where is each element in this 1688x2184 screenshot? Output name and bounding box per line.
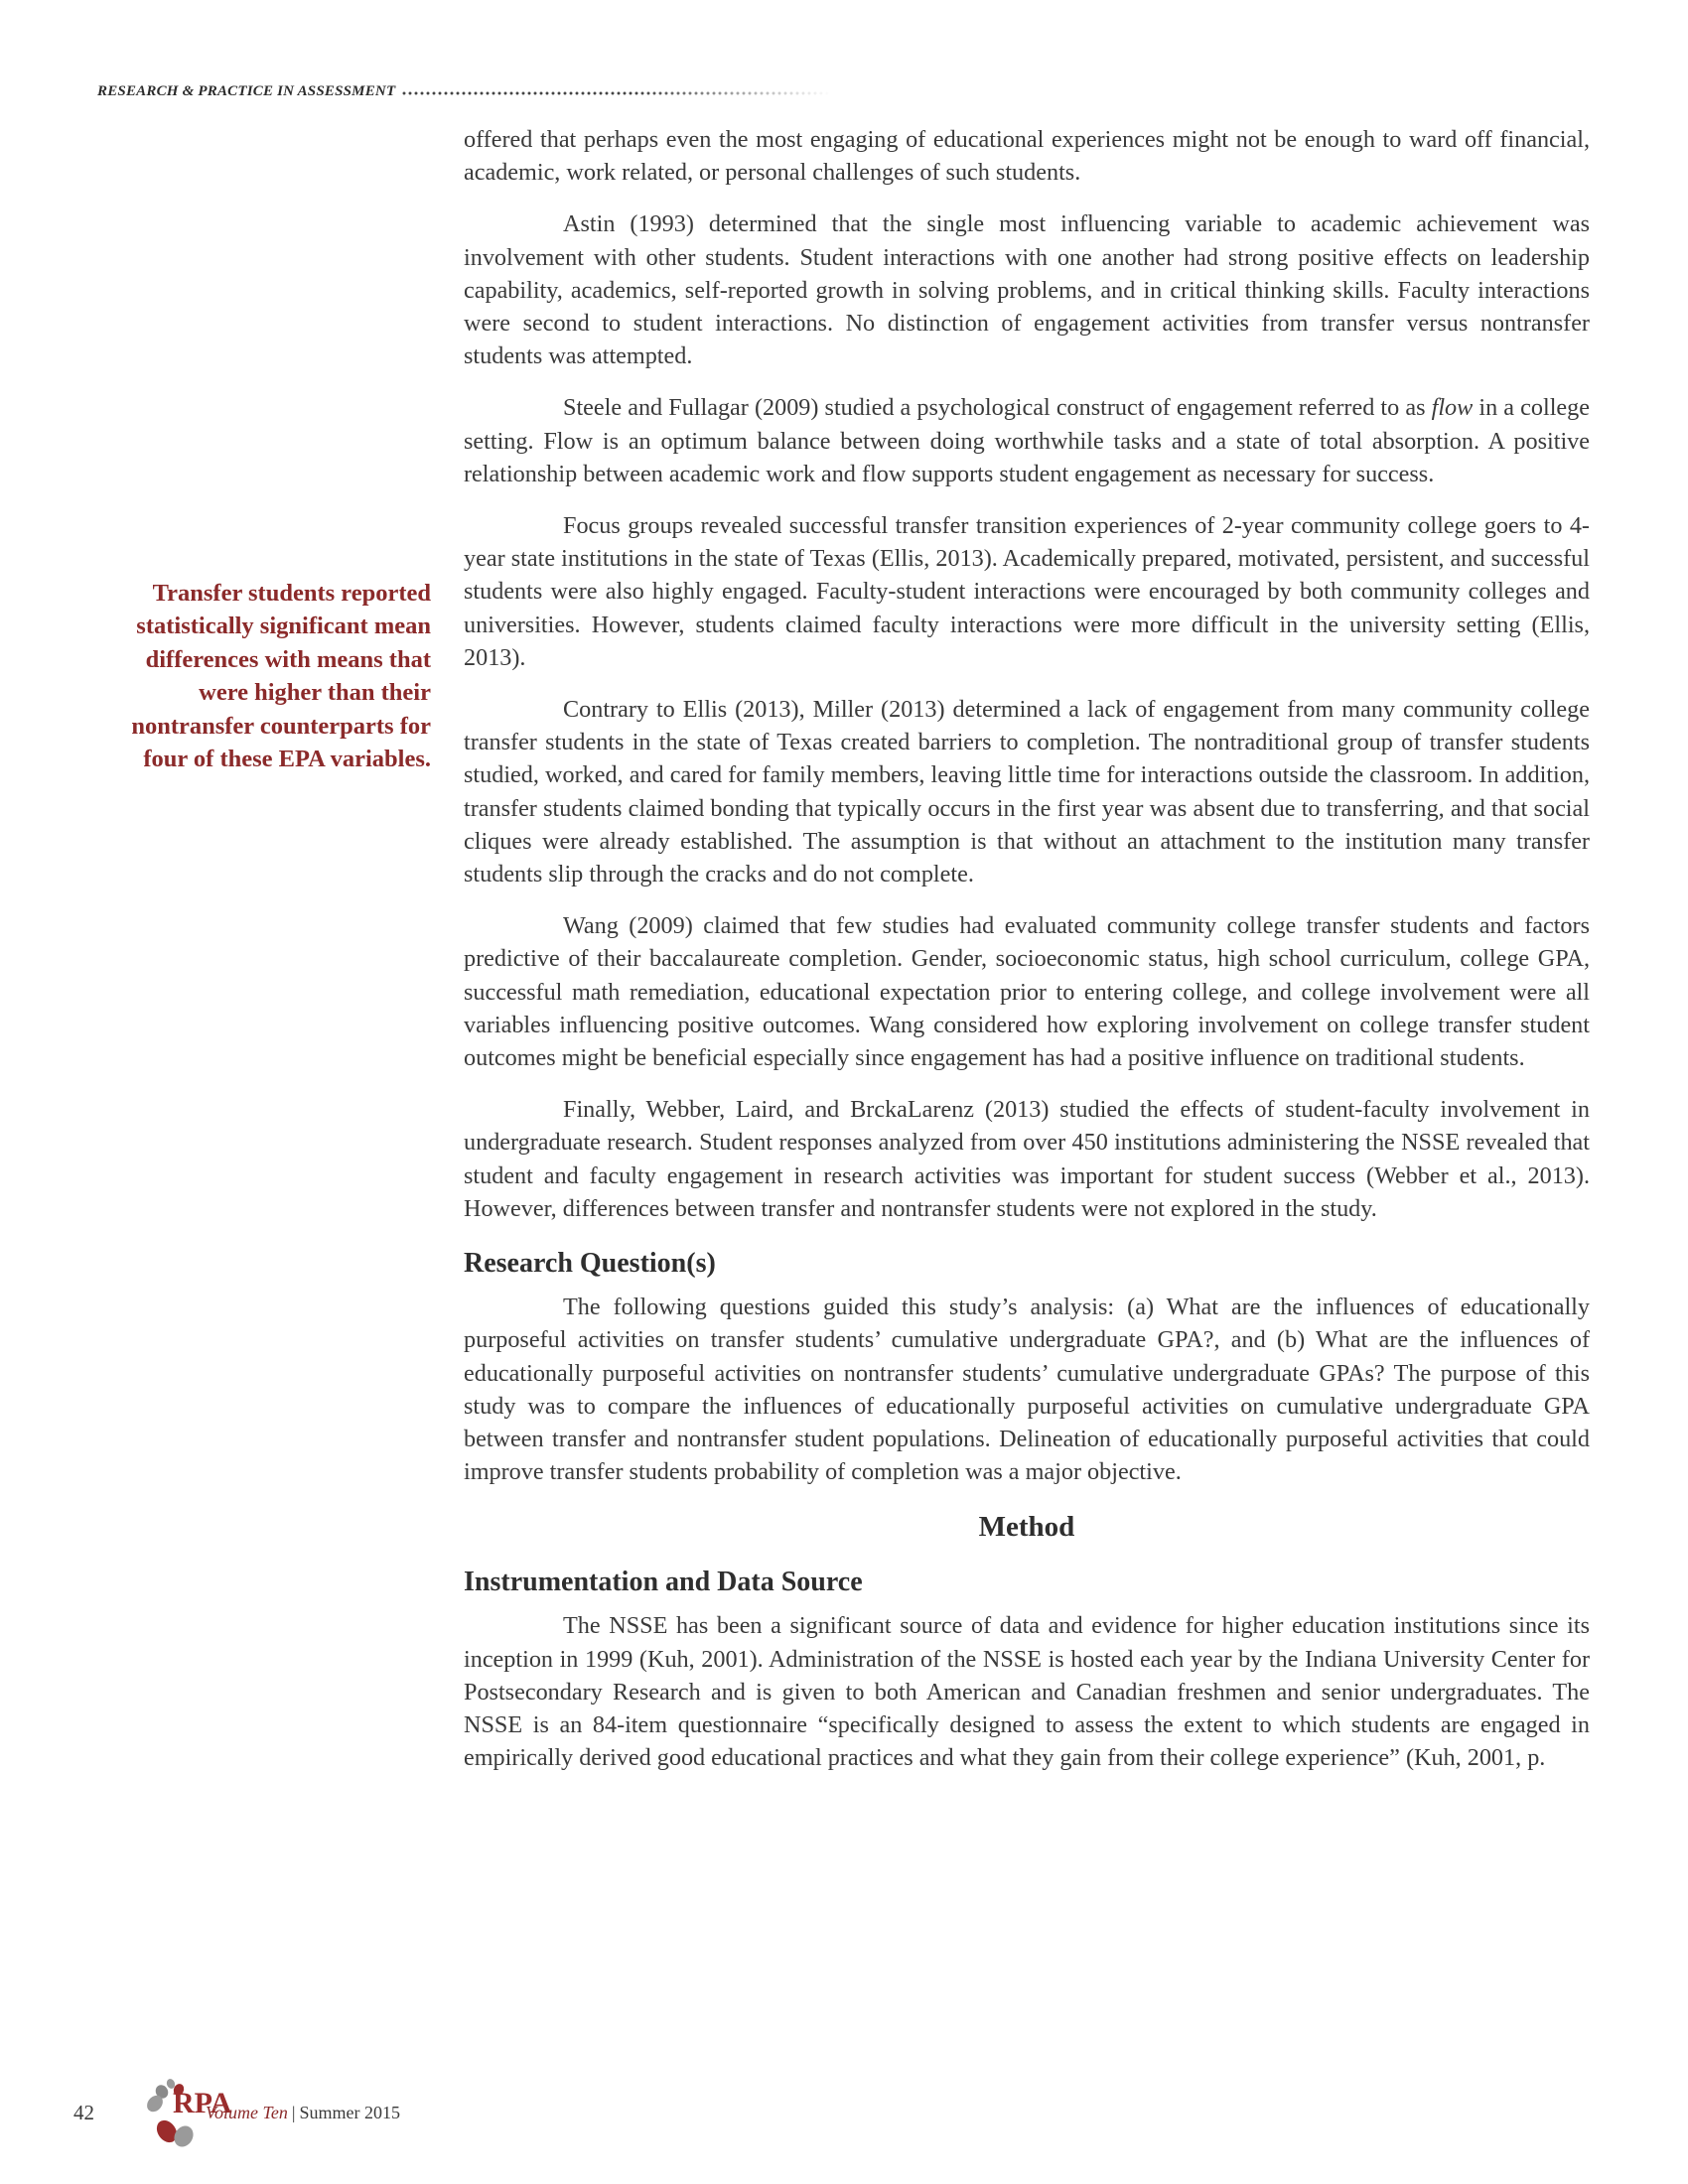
volume-label: Volume Ten: [206, 2103, 288, 2122]
pull-quote: Transfer students reported statistically significant mean differences with means that were higher than their nontransfer counterparts for four of these EPA variables.: [131, 580, 431, 773]
page-number: 42: [73, 2101, 94, 2124]
paragraph-nsse: The NSSE has been a significant source of data and evidence for higher education institutions since its inception in 1999 (Kuh, 2001). Administration of the NSSE is hosted each year by the Indiana University Center for Postsecondary Research and is given to both American and Canadian freshmen and senior undergraduates. The NSSE is an 84-item questionnaire “specifically designed to assess the extent to which students are engaged in empirically derived good educational practices and what they gain from their college experience” (Kuh, 2001, p.: [464, 1612, 1590, 1772]
heading-method: Method: [978, 1511, 1075, 1544]
emphasis-flow: flow: [1431, 394, 1474, 422]
running-head: [97, 79, 832, 103]
paragraph-research-questions: The following questions guided this study’s analysis: (a) What are the influences of educationally purposeful activities on transfer students’ cumulative undergraduate GPA?, and (b) What are the influences of educationally purposeful activities on nontransfer students’ cumulative undergraduate GPAs? The purpose of this study was to compare the influences of educationally purposeful activities on cumulative undergraduate GPA between transfer and nontransfer student populations. Delineation of educationally purposeful activities that could improve transfer students probability of completion was a major objective.: [464, 1294, 1590, 1486]
paragraph-webber: Finally, Webber, Laird, and BrckaLarenz (2013) studied the effects of student-faculty involvement in undergraduate research. Student responses analyzed from over 450 institutions administering the NSSE revealed that student and faculty engagement in research activities was important for student success (Webber et al., 2013). However, differences between transfer and nontransfer students were not explored in the study.: [464, 1096, 1590, 1222]
paragraph-continuation: offered that perhaps even the most engaging of educational experiences might not be enough to ward off financial, academic, work related, or personal challenges of such students.: [464, 126, 1590, 187]
main-column: [464, 123, 1590, 1793]
paragraph-text: Steele and Fullagar (2009) studied a psychological construct of engagement referred to as: [563, 394, 1432, 422]
running-head-dotted-rule: [401, 91, 832, 95]
page-footer: [62, 2077, 518, 2150]
volume-separator: |: [291, 2103, 296, 2122]
volume-info: [206, 2103, 400, 2123]
paragraph-text: in a college setting. Flow is an optimum balance between doing worthwhile tasks and a state of total absorption. A positive relationship between academic work and flow supports student engagement as necessary for success.: [464, 394, 1590, 487]
issue-label: Summer 2015: [299, 2103, 400, 2122]
paragraph-focus-groups: Focus groups revealed successful transfer transition experiences of 2-year community college goers to 4-year state institutions in the state of Texas (Ellis, 2013). Academically prepared, motivated, persistent, and successful students were also highly engaged. Faculty-student interactions were encouraged by both community colleges and universities. However, students claimed faculty interactions were more difficult in the university setting (Ellis, 2013).: [464, 512, 1590, 671]
svg-text:RPA: RPA: [173, 2087, 232, 2119]
paragraph-steele-fullagar: [464, 391, 1590, 490]
running-head-title: RESEARCH & PRACTICE IN ASSESSMENT: [97, 82, 396, 99]
paragraph-wang: Wang (2009) claimed that few studies had evaluated community college transfer students and factors predictive of their baccalaureate completion. Gender, socioeconomic status, high school curriculum, college GPA, successful math remediation, educational expectation prior to entering college, and college involvement were all variables influencing positive outcomes. Wang considered how exploring involvement on college transfer student outcomes might be beneficial especially since engagement has had a positive influence on traditional students.: [464, 912, 1590, 1072]
paragraph-astin: Astin (1993) determined that the single most influencing variable to academic achievement was involvement with other students. Student interactions with one another had strong positive effects on leadership capability, academics, self-reported growth in solving problems, and in critical thinking skills. Faculty interactions were second to student interactions. No distinction of engagement activities from transfer versus nontransfer students was attempted.: [464, 210, 1590, 370]
heading-research-questions: Research Question(s): [464, 1248, 716, 1280]
paragraph-miller: Contrary to Ellis (2013), Miller (2013) determined a lack of engagement from many community college transfer students in the state of Texas created barriers to completion. The nontraditional group of transfer students studied, worked, and cared for family members, leaving little time for interactions outside the classroom. In addition, transfer students claimed bonding that typically occurs in the first year was absent due to transferring, and that social cliques were already established. The assumption is that without an attachment to the institution many transfer students slip through the cracks and do not complete.: [464, 696, 1590, 888]
heading-instrumentation: Instrumentation and Data Source: [464, 1567, 863, 1598]
